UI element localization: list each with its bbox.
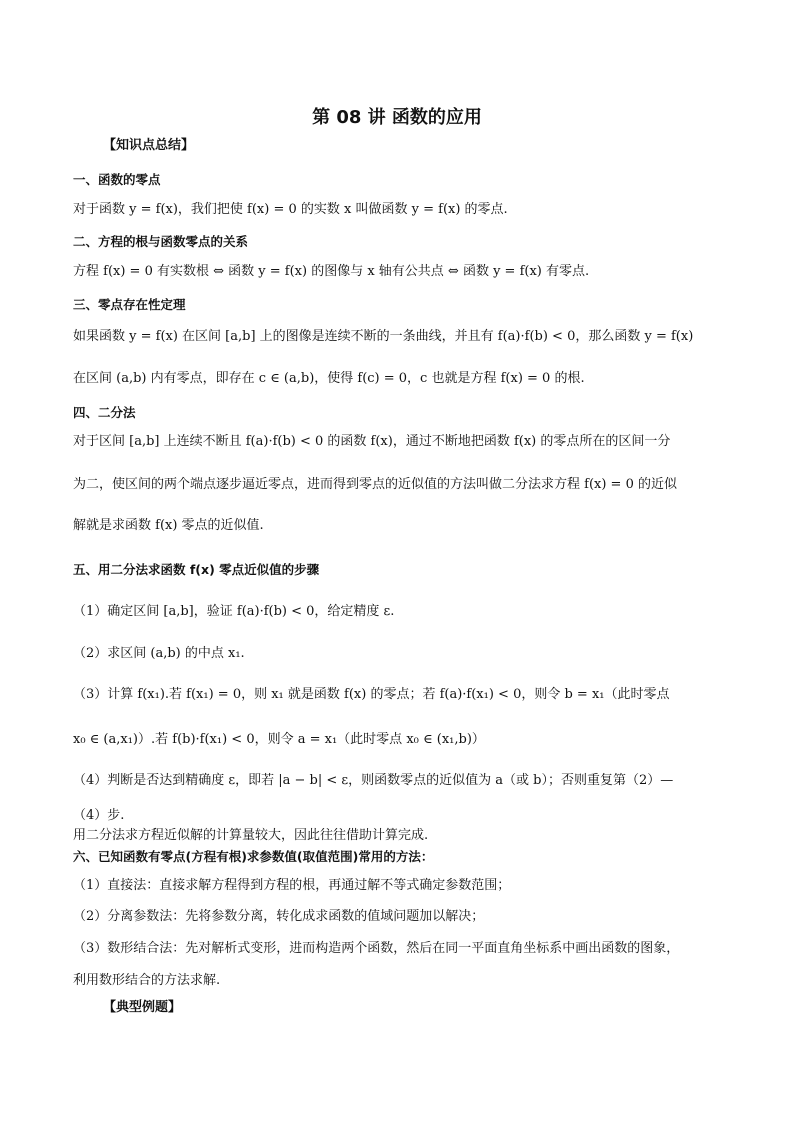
section-6-method-3-line-1: （3）数形结合法：先对解析式变形，进而构造两个函数，然后在同一平面直角坐标系中画出函数的图象， bbox=[73, 941, 680, 956]
section-2-body: 方程 f(x) = 0 有实数根 ⇔ 函数 y = f(x) 的图像与 x 轴有公共点 ⇔ 函数 y = f(x) 有零点. bbox=[73, 264, 590, 279]
section-6-heading: 六、已知函数有零点(方程有根)求参数值(取值范围)常用的方法： bbox=[73, 849, 434, 864]
section-4-body-line-3: 解就是求函数 f(x) 零点的近似值. bbox=[73, 518, 264, 533]
section-5-note: 用二分法求方程近似解的计算量较大，因此往往借助计算完成. bbox=[73, 828, 429, 843]
section-6-method-2: （2）分离参数法：先将参数分离，转化成求函数的值域问题加以解决； bbox=[73, 909, 485, 924]
section-3-heading: 三、零点存在性定理 bbox=[73, 297, 186, 312]
section-5-heading: 五、用二分法求函数 f(x) 零点近似值的步骤 bbox=[73, 562, 320, 577]
section-1-body: 对于函数 y = f(x)，我们把使 f(x) = 0 的实数 x 叫做函数 y = f(x) 的零点. bbox=[73, 202, 508, 217]
section-3-body-line-2: 在区间 (a,b) 内有零点，即存在 c ∈ (a,b)，使得 f(c) = 0，c 也就是方程 f(x) = 0 的根. bbox=[73, 371, 585, 386]
section-4-heading: 四、二分法 bbox=[73, 405, 136, 420]
section-3-body-line-1: 如果函数 y = f(x) 在区间 [a,b] 上的图像是连续不断的一条曲线，并且有 f(a)·f(b) < 0，那么函数 y = f(x) bbox=[73, 329, 694, 344]
section-6-method-3-line-2: 利用数形结合的方法求解. bbox=[73, 973, 221, 988]
page-title: 第 08 讲 函数的应用 bbox=[312, 107, 482, 128]
section-2-heading: 二、方程的根与函数零点的关系 bbox=[73, 234, 249, 249]
section-5-step-3-line-2: x₀ ∈ (a,x₁)）.若 f(b)·f(x₁) < 0，则令 a = x₁（此时零点 x₀ ∈ (x₁,b)） bbox=[73, 732, 485, 747]
section-5-step-4-line-2: （4）步. bbox=[73, 808, 125, 823]
knowledge-summary-heading: 【知识点总结】 bbox=[103, 138, 195, 153]
section-4-body-line-2: 为二，使区间的两个端点逐步逼近零点，进而得到零点的近似值的方法叫做二分法求方程 f(x) = 0 的近似 bbox=[73, 477, 677, 492]
section-5-step-4-line-1: （4）判断是否达到精确度 ε，即若 |a − b| < ε，则函数零点的近似值为 a（或 b）；否则重复第（2）— bbox=[73, 773, 674, 788]
section-6-method-1: （1）直接法：直接求解方程得到方程的根，再通过解不等式确定参数范围； bbox=[73, 878, 511, 893]
section-4-body-line-1: 对于区间 [a,b] 上连续不断且 f(a)·f(b) < 0 的函数 f(x)，通过不断地把函数 f(x) 的零点所在的区间一分 bbox=[73, 434, 671, 449]
typical-examples-heading: 【典型例题】 bbox=[103, 1000, 182, 1015]
section-5-step-2: （2）求区间 (a,b) 的中点 x₁. bbox=[73, 646, 245, 661]
section-1-heading: 一、函数的零点 bbox=[73, 172, 161, 187]
section-5-step-3-line-1: （3）计算 f(x₁).若 f(x₁) = 0，则 x₁ 就是函数 f(x) 的零点；若 f(a)·f(x₁) < 0，则令 b = x₁（此时零点 bbox=[73, 687, 670, 702]
section-5-step-1: （1）确定区间 [a,b]，验证 f(a)·f(b) < 0，给定精度 ε. bbox=[73, 604, 395, 619]
